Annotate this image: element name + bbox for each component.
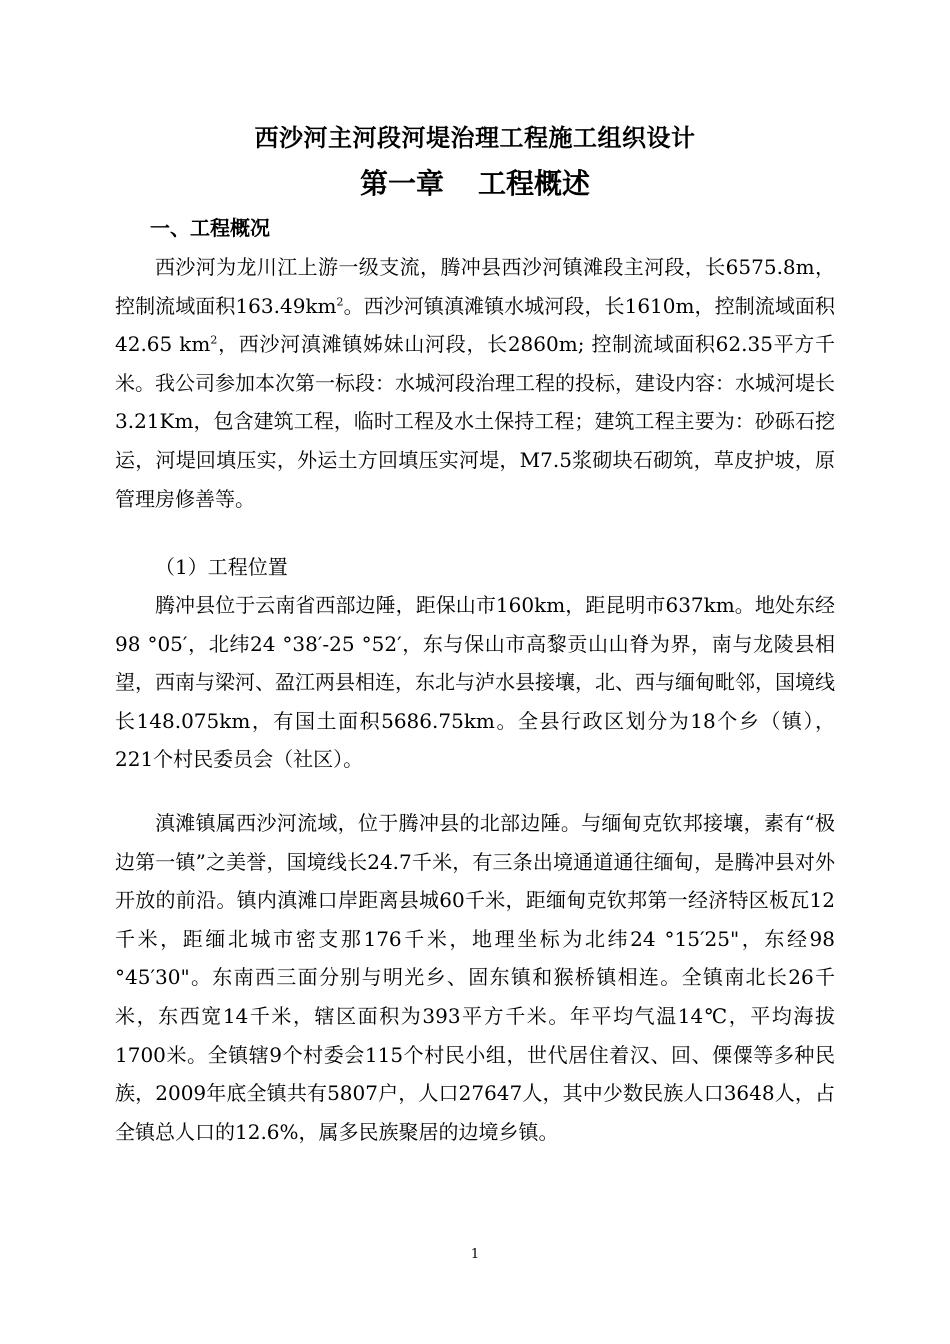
paragraph-text-part: ，西沙河滇滩镇姊妹山河段，长2860m; 控制流域面积62.35平方千米。我公司参加本次第一标段：水城河段治理工程的投标，建设内容：水城河堤长3.21Km，包含建筑工程，临时工程及水土保持工程；建筑工程主要为：砂砾石挖运，河堤回填压实，外运土方回填压实河堤，M7.5浆砌块石砌筑，草皮护坡，原管理房修善等。 (115, 332, 836, 511)
sub-heading-location: （1）工程位置 (155, 555, 288, 579)
document-title: 西沙河主河段河堤治理工程施工组织设计 (254, 124, 696, 152)
page-number: 1 (470, 1247, 480, 1262)
superscript: 2 (336, 294, 344, 308)
paragraph-text: 滇滩镇属西沙河流域，位于腾冲县的北部边陲。与缅甸克钦邦接壤，素有“极边第一镇”之美誉，国境线长24.7千米，有三条出境通道通往缅甸，是腾冲县对外开放的前沿。镇内滇滩口岸距离县城60千米，距缅甸克钦邦第一经济特区板瓦12千米，距缅北城市密支那176千米，地理坐标为北纬24 °15′25"，东经98 °45′30"。东南西三面分别与明光乡、固东镇和猴桥镇相连。全镇南北长26千米，东西宽14千米，辖区面积为393平方千米。年平均气温14℃，平均海拔1700米。全镇辖9个村委会115个村民小组，世代居住着汉、回、傈僳等多种民族，2009年底全镇共有5807户，人口27647人，其中少数民族人口3648人，占全镇总人口的12.6%，属多民族聚居的边境乡镇。 (115, 811, 835, 1144)
paragraph-text: 腾冲县位于云南省西部边陲，距保山市160km，距昆明市637km。地处东经98 °05′，北纬24 °38′-25 °52′，东与保山市高黎贡山山脊为界，南与龙陵县相望，西南与梁河、盈江两县相连，东北与泸水县接壤，北、西与缅甸毗邻，国境线长148.075km，有国土面积5686.75km。全县行政区划分为18个乡（镇），221个村民委员会（社区）。 (115, 593, 835, 772)
chapter-name: 工程概述 (478, 167, 591, 200)
paragraph-location (115, 586, 835, 779)
chapter-title (0, 162, 950, 202)
section-heading: 一、工程概况 (150, 216, 270, 240)
paragraph-text-part: 。西沙河镇滇滩镇水城河段，长1610m，控制流域面积42.65 km (115, 293, 835, 357)
paragraph-town (115, 804, 835, 1151)
paragraph-text (115, 248, 835, 518)
paragraph-overview (115, 248, 835, 518)
paragraph-text-part: 西沙河为龙川江上游一级支流，腾冲县西沙河镇滩段主河段，长6575.8m，控制流域面积163.49km (115, 255, 835, 318)
chapter-number: 第一章 (359, 167, 444, 200)
superscript: 2 (210, 333, 218, 347)
